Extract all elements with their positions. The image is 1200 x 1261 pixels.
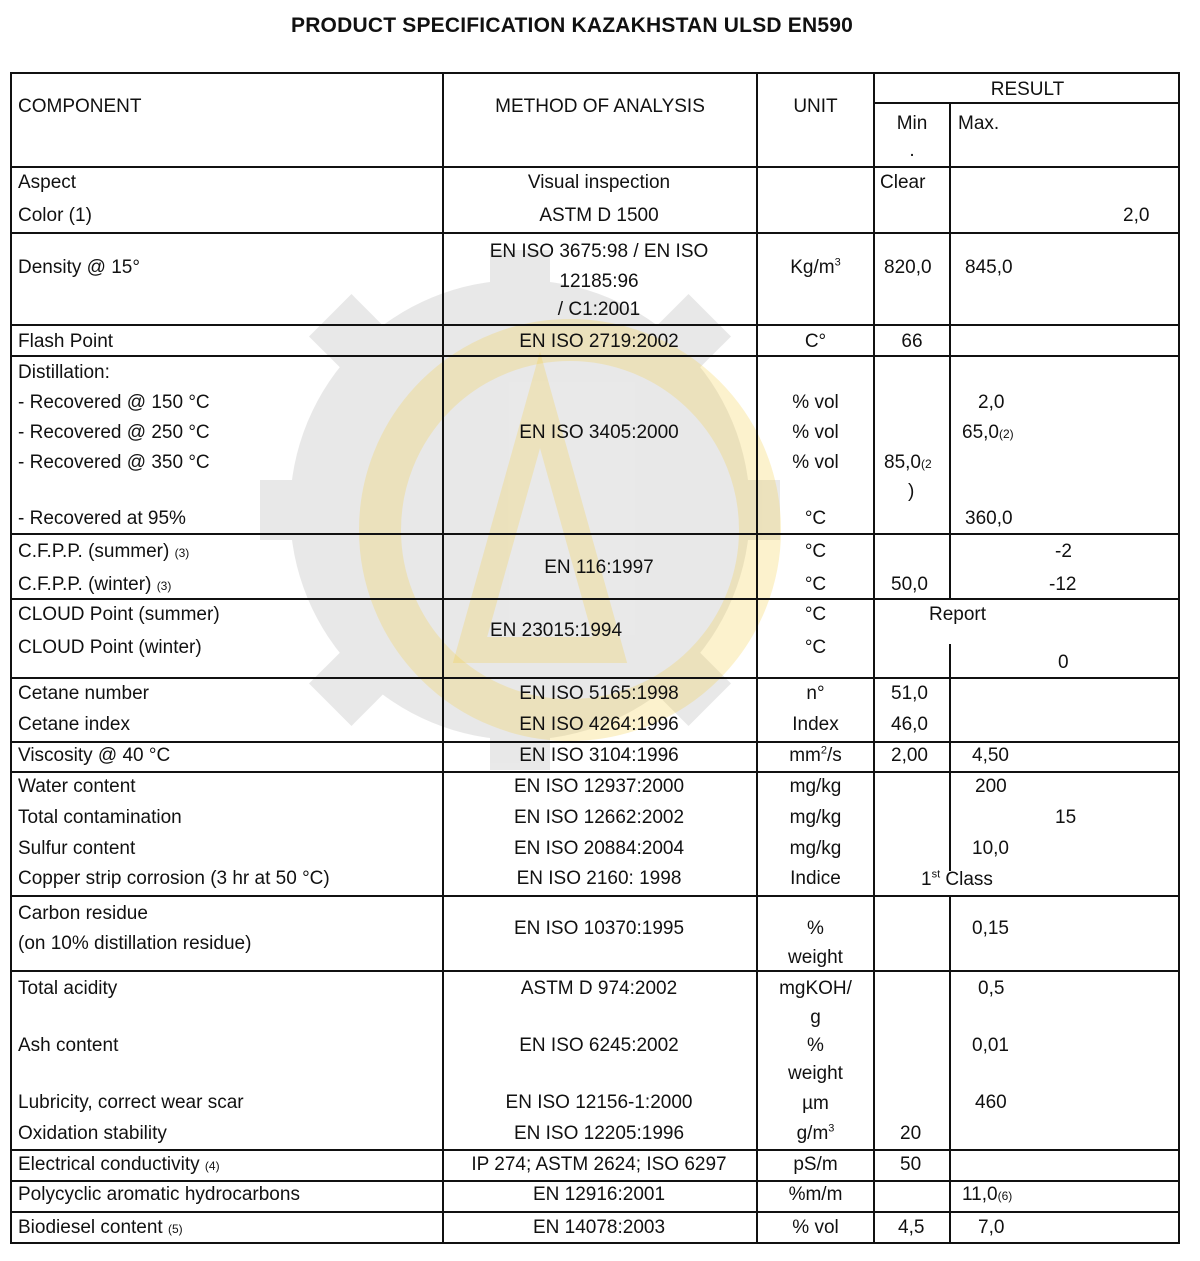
contamination-unit: mg/kg: [789, 807, 842, 828]
cloud-winter-unit: °C: [804, 637, 827, 658]
header-result: RESULT: [990, 79, 1065, 100]
density-method-l1: EN ISO 3675:98 / EN ISO: [489, 241, 709, 262]
oxidation-method: EN ISO 12205:1996: [513, 1123, 685, 1144]
carbon-component-l1: Carbon residue: [18, 903, 148, 924]
water-method: EN ISO 12937:2000: [513, 776, 685, 797]
density-method-l3: / C1:2001: [557, 299, 641, 320]
cetane-index-method: EN ISO 4264:1996: [519, 714, 679, 735]
viscosity-component: Viscosity @ 40 °C: [18, 745, 171, 766]
acidity-component: Total acidity: [18, 978, 118, 999]
pah-max: 11,0(6): [962, 1184, 1013, 1205]
cfpp-method: EN 116:1997: [544, 557, 654, 578]
r350-min-note-close: ): [908, 481, 915, 502]
pah-component: Polycyclic aromatic hydrocarbons: [18, 1184, 300, 1205]
density-component: Density @ 15°: [18, 257, 140, 278]
conductivity-min: 50: [900, 1154, 922, 1175]
flash-method: EN ISO 2719:2002: [519, 331, 679, 352]
cetane-number-min: 51,0: [891, 683, 928, 704]
ash-unit-l1: %: [807, 1035, 824, 1056]
cfpp-summer-max: -2: [1055, 541, 1072, 562]
carbon-component-l2: (on 10% distillation residue): [18, 933, 252, 954]
cloud-method: EN 23015:1994: [490, 620, 623, 641]
r95-component: - Recovered at 95%: [18, 508, 186, 529]
header-min: Min: [896, 113, 928, 134]
acidity-max: 0,5: [978, 978, 1005, 999]
header-unit: UNIT: [793, 96, 838, 117]
lubricity-unit: µm: [802, 1093, 829, 1114]
header-min-dot: .: [909, 140, 915, 161]
carbon-max: 0,15: [972, 918, 1009, 939]
carbon-method: EN ISO 10370:1995: [513, 918, 685, 939]
header-method: METHOD OF ANALYSIS: [495, 96, 705, 117]
viscosity-method: EN ISO 3104:1996: [519, 745, 679, 766]
header-component: COMPONENT: [18, 96, 142, 117]
page-title: PRODUCT SPECIFICATION KAZAKHSTAN ULSD EN590: [290, 14, 854, 37]
header-max: Max.: [958, 113, 1000, 134]
lubricity-method: EN ISO 12156-1:2000: [505, 1092, 693, 1113]
copper-result: 1st Class: [921, 868, 993, 890]
sulfur-component: Sulfur content: [18, 838, 136, 859]
acidity-unit-l2: g: [810, 1007, 821, 1028]
viscosity-min: 2,00: [891, 745, 928, 766]
cloud-summer-component: CLOUD Point (summer): [18, 604, 220, 625]
r95-unit: °C: [804, 508, 827, 529]
aspect-component: Aspect: [18, 172, 77, 193]
carbon-unit-l1: %: [807, 918, 824, 939]
cloud-summer-result: Report: [928, 604, 987, 625]
acidity-unit-l1: mgKOH/: [779, 978, 852, 999]
copper-method: EN ISO 2160: 1998: [516, 868, 682, 889]
carbon-unit-l2: weight: [788, 947, 843, 968]
flash-min: 66: [901, 331, 923, 352]
density-max: 845,0: [965, 257, 1013, 278]
biodiesel-method: EN 14078:2003: [532, 1217, 666, 1238]
density-unit: $Kg/m^3$: [790, 256, 841, 278]
density-min: 820,0: [884, 257, 932, 278]
cfpp-winter-max: -12: [1049, 574, 1077, 595]
cfpp-winter-component: C.F.P.P. (winter) (3): [18, 574, 172, 595]
r150-component: - Recovered @ 150 °C: [18, 392, 210, 413]
cloud-summer-unit: °C: [804, 604, 827, 625]
lubricity-max: 460: [975, 1092, 1007, 1113]
ash-method: EN ISO 6245:2002: [519, 1035, 679, 1056]
ash-unit-l2: weight: [788, 1063, 843, 1084]
oxidation-component: Oxidation stability: [18, 1123, 167, 1144]
sulfur-unit: mg/kg: [789, 838, 842, 859]
cetane-index-min: 46,0: [891, 714, 928, 735]
viscosity-unit: $mm^2/s$: [789, 744, 842, 766]
flash-unit: C°: [804, 331, 827, 352]
cfpp-summer-component: C.F.P.P. (summer) (3): [18, 541, 190, 562]
biodiesel-component: Biodiesel content (5): [18, 1217, 183, 1238]
conductivity-component: Electrical conductivity (4): [18, 1154, 220, 1175]
cetane-number-component: Cetane number: [18, 683, 149, 704]
oxidation-unit: $g/m^3$: [796, 1122, 835, 1144]
r250-component: - Recovered @ 250 °C: [18, 422, 210, 443]
lubricity-component: Lubricity, correct wear scar: [18, 1092, 244, 1113]
ash-max: 0,01: [972, 1035, 1009, 1056]
water-unit: mg/kg: [789, 776, 842, 797]
flash-component: Flash Point: [18, 331, 114, 352]
ash-component: Ash content: [18, 1035, 119, 1056]
aspect-method: Visual inspection: [527, 172, 671, 193]
color-component: Color (1): [18, 205, 92, 226]
conductivity-method: IP 274; ASTM 2624; ISO 6297: [471, 1154, 727, 1175]
contamination-component: Total contamination: [18, 807, 182, 828]
oxidation-min: 20: [900, 1123, 922, 1144]
cfpp-winter-unit: °C: [804, 574, 827, 595]
copper-component: Copper strip corrosion (3 hr at 50 °C): [18, 868, 330, 889]
density-method-l2: 12185:96: [559, 271, 639, 292]
water-component: Water content: [18, 776, 136, 797]
r350-component: - Recovered @ 350 °C: [18, 452, 210, 473]
aspect-result: Clear: [880, 172, 926, 193]
r250-max: 65,0(2): [962, 422, 1014, 443]
distillation-header: Distillation:: [18, 362, 110, 383]
pah-unit: %m/m: [788, 1184, 843, 1205]
conductivity-unit: pS/m: [793, 1154, 838, 1175]
distillation-method: EN ISO 3405:2000: [519, 422, 679, 443]
r150-unit: % vol: [792, 392, 839, 413]
r250-unit: % vol: [792, 422, 839, 443]
biodiesel-max: 7,0: [978, 1217, 1005, 1238]
r95-max: 360,0: [965, 508, 1013, 529]
color-max: 2,0: [1123, 205, 1150, 226]
pah-method: EN 12916:2001: [532, 1184, 666, 1205]
biodiesel-unit: % vol: [792, 1217, 839, 1238]
cetane-number-unit: n°: [806, 683, 825, 704]
cfpp-winter-min: 50,0: [891, 574, 928, 595]
acidity-method: ASTM D 974:2002: [520, 978, 678, 999]
viscosity-max: 4,50: [972, 745, 1009, 766]
sulfur-method: EN ISO 20884:2004: [513, 838, 685, 859]
contamination-method: EN ISO 12662:2002: [513, 807, 685, 828]
sulfur-max: 10,0: [972, 838, 1009, 859]
biodiesel-min: 4,5: [898, 1217, 925, 1238]
cloud-winter-component: CLOUD Point (winter): [18, 637, 202, 658]
cetane-index-component: Cetane index: [18, 714, 130, 735]
cetane-index-unit: Index: [792, 714, 839, 735]
r350-min: 85,0(2: [884, 452, 932, 473]
water-max: 200: [975, 776, 1007, 797]
color-method: ASTM D 1500: [539, 205, 659, 226]
cfpp-summer-unit: °C: [804, 541, 827, 562]
copper-unit: Indice: [790, 868, 841, 889]
r350-unit: % vol: [792, 452, 839, 473]
contamination-max: 15: [1055, 807, 1077, 828]
cloud-winter-max: 0: [1058, 652, 1069, 673]
r150-max: 2,0: [978, 392, 1005, 413]
cetane-number-method: EN ISO 5165:1998: [519, 683, 679, 704]
